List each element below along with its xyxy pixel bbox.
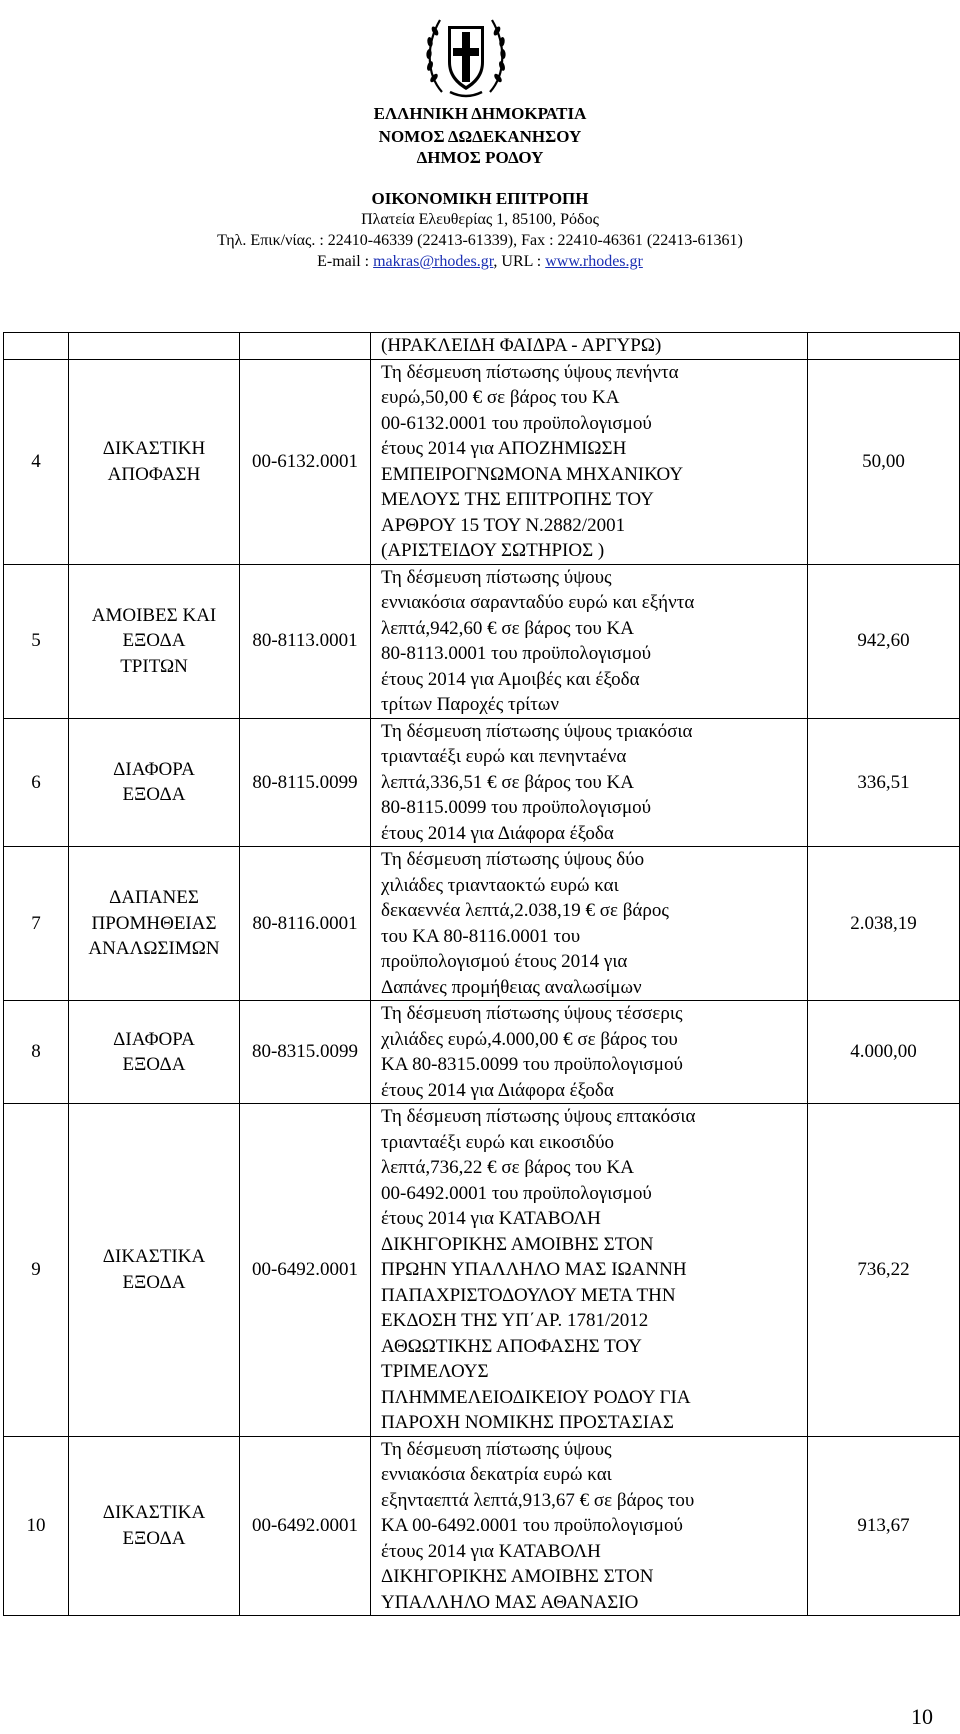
category-line: ΔΙΑΦΟΡΑ	[113, 1028, 195, 1050]
table-row	[4, 359, 960, 564]
amount-cell: 4.000,00	[808, 1001, 960, 1104]
row-number: 8	[4, 1001, 69, 1104]
category-line: ΑΝΑΛΩΣΙΜΩΝ	[88, 938, 220, 960]
description-line: ευρώ,50,00 € σε βάρος του ΚΑ	[381, 387, 620, 408]
category-cell	[69, 1436, 240, 1616]
description-line: δεκαεννέα λεπτά,2.038,19 € σε βάρος	[381, 900, 669, 921]
description-line: λεπτά,942,60 € σε βάρος του ΚΑ	[381, 617, 634, 639]
category-cell	[69, 333, 240, 360]
amount-cell: 736,22	[808, 1104, 960, 1437]
table-row	[4, 847, 960, 1001]
table-row	[4, 1001, 960, 1104]
category-cell	[69, 1001, 240, 1104]
description-line: Τη δέσμευση πίστωσης ύψους τριακόσια	[381, 720, 693, 742]
description-line: χιλιάδες τριανταοκτώ ευρώ και	[381, 874, 619, 896]
category-line: ΕΞΟΔΑ	[122, 1527, 186, 1549]
email-link[interactable]: makras@rhodes.gr	[373, 253, 494, 270]
table-row	[4, 1104, 960, 1437]
amount-cell: 942,60	[808, 564, 960, 718]
description-line: ΥΠΑΛΛΗΛΟ ΜΑΣ ΑΘΑΝΑΣΙΟ	[381, 1591, 639, 1613]
category-cell	[69, 1104, 240, 1437]
description-line: ΠΡΩΗΝ ΥΠΑΛΛΗΛΟ ΜΑΣ ΙΩΑΝΝΗ	[381, 1259, 687, 1280]
budget-code: 00-6492.0001	[240, 1104, 371, 1437]
committee-title: ΟΙΚΟΝΟΜΙΚΗ ΕΠΙΤΡΟΠΗ	[371, 189, 589, 208]
description-line: 80-8113.0001 του προϋπολογισμού	[381, 643, 652, 664]
description-line: χιλιάδες ευρώ,4.000,00 € σε βάρος του	[381, 1028, 678, 1050]
category-line: ΑΜΟΙΒΕΣ ΚΑΙ	[91, 604, 217, 626]
table-row	[4, 564, 960, 718]
category-line: ΠΡΟΜΗΘΕΙΑΣ	[91, 912, 217, 934]
budget-code: 80-8315.0099	[240, 1001, 371, 1104]
description-line: ΠΑΠΑΧΡΙΣΤΟΔΟΥΛΟΥ ΜΕΤΑ ΤΗΝ	[381, 1284, 676, 1306]
description-cell	[371, 847, 808, 1001]
description-line: Τη δέσμευση πίστωσης ύψους επτακόσια	[381, 1106, 696, 1127]
description-cell: (ΗΡΑΚΛΕΙΔΗ ΦΑΙΔΡΑ - ΑΡΓΥΡΩ)	[371, 333, 808, 360]
description-cell	[371, 1104, 808, 1437]
budget-code: 80-8113.0001	[240, 564, 371, 718]
description-line: εννιακόσια δεκατρία ευρώ και	[381, 1464, 612, 1485]
phone-line: Τηλ. Επικ/νίας. : 22410-46339 (22413-61339), Fax : 22410-46361 (22413-61361)	[217, 232, 743, 249]
row-number: 6	[4, 718, 69, 847]
description-line: ΑΡΘΡΟΥ 15 ΤΟΥ Ν.2882/2001	[381, 514, 626, 536]
description-line: Τη δέσμευση πίστωσης ύψους τέσσερις	[381, 1003, 683, 1024]
row-number: 5	[4, 564, 69, 718]
category-cell	[69, 718, 240, 847]
description-line: έτους 2014 για ΚΑΤΑΒΟΛΗ	[381, 1540, 601, 1562]
description-line: ΠΑΡΟΧΗ ΝΟΜΙΚΗΣ ΠΡΟΣΤΑΣΙΑΣ	[381, 1412, 674, 1433]
description-line: 00-6492.0001 του προϋπολογισμού	[381, 1182, 652, 1204]
description-line: ΠΛΗΜΜΕΛΕΙΟΔΙΚΕΙΟΥ ΡΟΔΟΥ ΓΙΑ	[381, 1386, 691, 1408]
description-line: Τη δέσμευση πίστωσης ύψους	[381, 566, 612, 588]
description-line: λεπτά,736,22 € σε βάρος του ΚΑ	[381, 1157, 634, 1178]
prefecture-title: ΝΟΜΟΣ ΔΩΔΕΚΑΝΗΣΟΥ	[378, 127, 582, 146]
description-line: έτους 2014 για Διάφορα έξοδα	[381, 1079, 614, 1101]
category-line: ΕΞΟΔΑ	[122, 630, 186, 652]
description-line: τρίτων Παροχές τρίτων	[381, 694, 560, 715]
amount-cell: 2.038,19	[808, 847, 960, 1001]
amount-cell: 913,67	[808, 1436, 960, 1616]
category-cell	[69, 847, 240, 1001]
url-label: , URL :	[493, 253, 546, 270]
budget-code: 80-8115.0099	[240, 718, 371, 847]
description-line: προϋπολογισμού έτους 2014 για	[381, 951, 628, 972]
category-line: ΔΙΚΑΣΤΙΚΑ	[102, 1502, 206, 1524]
category-line: ΑΠΟΦΑΣΗ	[107, 463, 201, 485]
description-cell	[371, 1436, 808, 1616]
description-line: ΚΑ 80-8315.0099 του προϋπολογισμού	[381, 1054, 683, 1075]
row-number: 7	[4, 847, 69, 1001]
budget-code: 00-6492.0001	[240, 1436, 371, 1616]
description-line: εννιακόσια σαρανταδύο ευρώ και εξήντα	[381, 592, 695, 613]
category-line: ΔΙΚΑΣΤΙΚΑ	[102, 1246, 206, 1268]
row-number: 10	[4, 1436, 69, 1616]
code-cell	[240, 333, 371, 360]
category-line: ΕΞΟΔΑ	[122, 1054, 186, 1075]
description-line: έτους 2014 για Διάφορα έξοδα	[381, 822, 614, 844]
description-cell	[371, 718, 808, 847]
description-line: ΔΙΚΗΓΟΡΙΚΗΣ ΑΜΟΙΒΗΣ ΣΤΟΝ	[381, 1233, 654, 1255]
description-cell	[371, 359, 808, 564]
amount-cell	[808, 333, 960, 360]
address-line: Πλατεία Ελευθερίας 1, 85100, Ρόδος	[361, 211, 599, 228]
description-line: Τη δέσμευση πίστωσης ύψους δύο	[381, 849, 645, 870]
row-number: 4	[4, 359, 69, 564]
decisions-table	[3, 332, 960, 1616]
description-line: Δαπάνες προμήθειας αναλωσίμων	[381, 976, 642, 998]
category-cell	[69, 564, 240, 718]
description-line: τριανταέξι ευρώ και εικοσιδύο	[381, 1131, 614, 1153]
description-line: ΕΜΠΕΙΡΟΓΝΩΜΟΝΑ ΜΗΧΑΝΙΚΟΥ	[381, 463, 684, 485]
description-line: ΑΘΩΩΤΙΚΗΣ ΑΠΟΦΑΣΗΣ ΤΟΥ	[381, 1335, 642, 1357]
category-cell	[69, 359, 240, 564]
num-cell	[4, 333, 69, 360]
description-line: ΔΙΚΗΓΟΡΙΚΗΣ ΑΜΟΙΒΗΣ ΣΤΟΝ	[381, 1566, 654, 1587]
description-line: ΕΚΔΟΣΗ ΤΗΣ ΥΠ΄ΑΡ. 1781/2012	[381, 1310, 649, 1331]
email-label: E-mail :	[317, 253, 374, 270]
municipality-title: ΔΗΜΟΣ ΡΟΔΟΥ	[416, 148, 544, 167]
description-line: τριανταέξι ευρώ και πενηντaένα	[381, 746, 627, 767]
url-link[interactable]: www.rhodes.gr	[545, 253, 643, 270]
description-cell	[371, 564, 808, 718]
row-number: 9	[4, 1104, 69, 1437]
description-line: λεπτά,336,51 € σε βάρος του ΚΑ	[381, 771, 634, 793]
contact-line	[0, 251, 960, 273]
description-line: Τη δέσμευση πίστωσης ύψους πενήντα	[381, 361, 679, 383]
table-row	[4, 718, 960, 847]
description-line: έτους 2014 για Αμοιβές και έξοδα	[381, 668, 640, 690]
category-line: ΕΞΟΔΑ	[122, 1271, 186, 1293]
description-line: έτους 2014 για ΑΠΟΖΗΜΙΩΣΗ	[381, 438, 627, 459]
republic-title: ΕΛΛΗΝΙΚΗ ΔΗΜΟΚΡΑΤΙΑ	[373, 104, 587, 123]
page-number: 10	[911, 1704, 933, 1729]
category-line: ΔΙΑΦΟΡΑ	[113, 758, 195, 780]
category-line: ΕΞΟΔΑ	[122, 784, 186, 806]
description-cell	[371, 1001, 808, 1104]
description-line: εξηνταεπτά λεπτά,913,67 € σε βάρος του	[381, 1489, 695, 1511]
category-line: ΔΙΚΑΣΤΙΚΗ	[102, 438, 206, 459]
description-line: ΚΑ 00-6492.0001 του προϋπολογισμού	[381, 1515, 683, 1536]
description-line: ΤΡΙΜΕΛΟΥΣ	[381, 1361, 489, 1382]
description-line: 00-6132.0001 του προϋπολογισμού	[381, 412, 652, 434]
description-line: 80-8115.0099 του προϋπολογισμού	[381, 797, 652, 818]
description-line: του ΚΑ 80-8116.0001 του	[381, 925, 581, 947]
description-line: έτους 2014 για ΚΑΤΑΒΟΛΗ	[381, 1208, 601, 1229]
category-line: ΔΑΠΑΝΕΣ	[109, 887, 199, 909]
budget-code: 80-8116.0001	[240, 847, 371, 1001]
table-row-continuation	[4, 333, 960, 360]
greek-coat-of-arms-icon	[420, 4, 512, 104]
amount-cell: 50,00	[808, 359, 960, 564]
description-line: Τη δέσμευση πίστωσης ύψους	[381, 1438, 612, 1460]
description-line: ΜΕΛΟΥΣ ΤΗΣ ΕΠΙΤΡΟΠΗΣ ΤΟΥ	[381, 489, 654, 510]
budget-code: 00-6132.0001	[240, 359, 371, 564]
amount-cell: 336,51	[808, 718, 960, 847]
description-line: (ΑΡΙΣΤΕΙΔΟΥ ΣΩΤΗΡΙΟΣ )	[381, 540, 605, 561]
table-row	[4, 1436, 960, 1616]
category-line: ΤΡΙΤΩΝ	[120, 655, 188, 677]
